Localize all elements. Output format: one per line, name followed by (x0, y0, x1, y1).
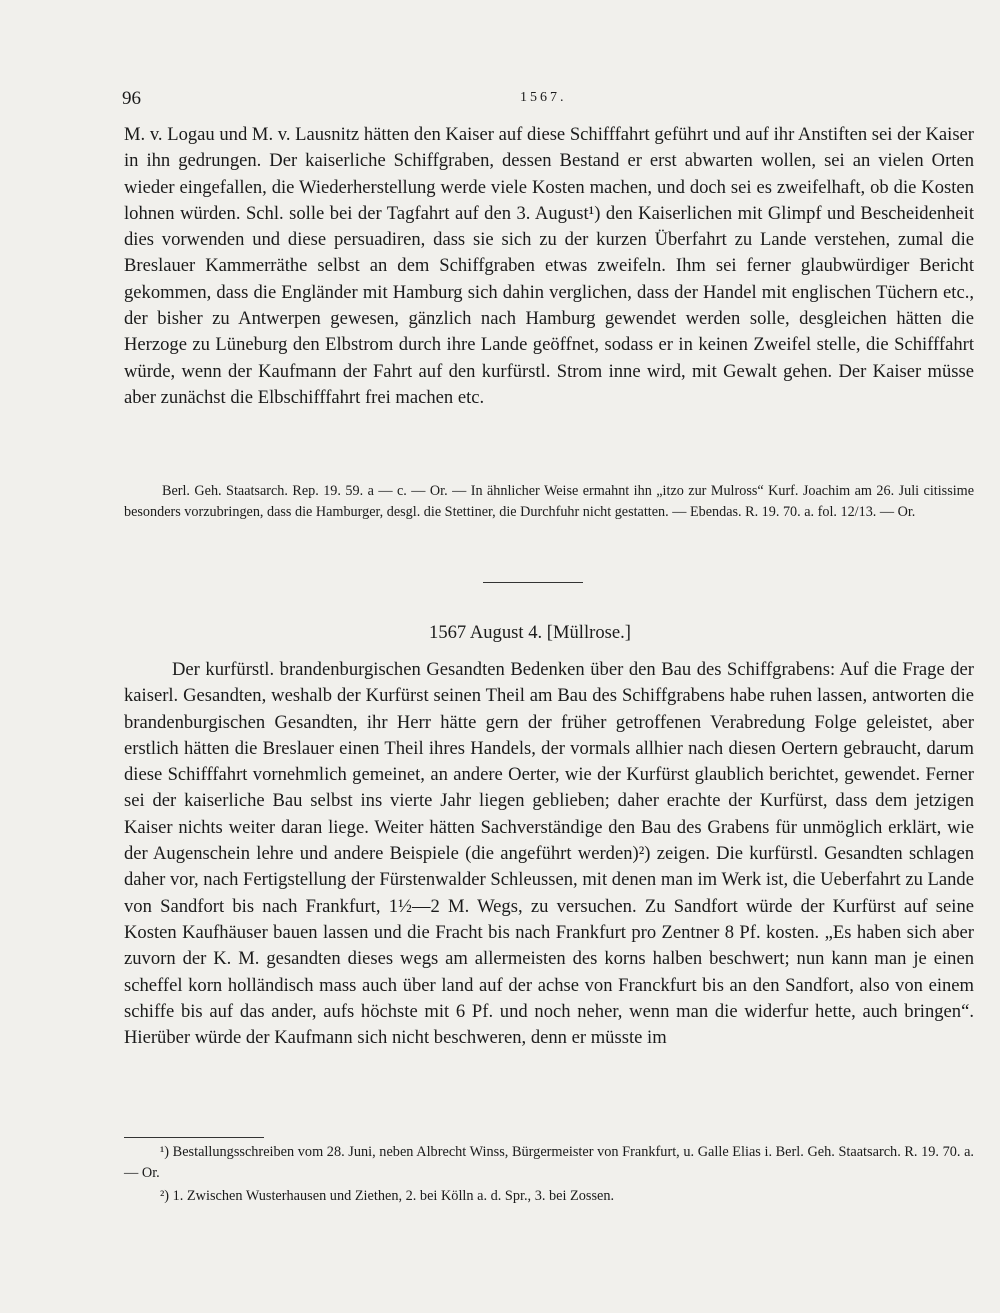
footnotes (124, 1142, 974, 1210)
footnote-1: ¹) Bestallungsschreiben vom 28. Juni, neben Albrecht Winss, Bürgermeister von Frankfurt, u. Galle Elias i. Berl. Geh. Staatsarch. R. 19. 70. a. — Or. (124, 1144, 974, 1181)
page-number: 96 (122, 88, 141, 109)
paragraph-continued: M. v. Logau und M. v. Lausnitz hätten den Kaiser auf diese Schifffahrt geführt und auf ihr Anstiften sei der Kaiser in ihn gedrungen. Der kaiserliche Schiffgraben, dessen Bestand er erst abwarten wollen, sei an vielen Orten wieder eingefallen, die Wiederherstellung werde viele Kosten machen, und doch sei es zweifelhaft, ob die Kosten lohnen würden. Schl. solle bei der Tagfahrt auf den 3. August¹) den Kaiserlichen mit Glimpf und Bescheidenheit dies vorwenden und diese persuadiren, dass sie sich zu der kurzen Überfahrt zu Lande verstehen, zumal die Breslauer Kammerräthe selbst an dem Schiffgraben etwas zweifeln. Ihm sei ferner glaubwürdiger Bericht gekommen, dass die Engländer mit Hamburg sich dahin verglichen, dass der Handel mit englischen Tüchern etc., der bisher zu Antwerpen gewesen, gänzlich nach Hamburg gewendet werden solle, desgleichen hätten die Herzoge zu Lüneburg den Elbstrom durch ihre Lande geöffnet, sodass er in keinen Zweifel stelle, die Schifffahrt würde, wenn der Kaufmann der Fahrt auf den kurfürstl. Strom inne wird, mit Gewalt gehen. Der Kaiser müsse aber zunächst die Elbschifffahrt frei machen etc. (124, 124, 974, 408)
footnote-2: ²) 1. Zwischen Wusterhausen und Ziethen, 2. bei Kölln a. d. Spr., 3. bei Zossen. (160, 1188, 615, 1204)
section-divider (483, 582, 583, 583)
page-header (122, 88, 970, 112)
footnote-rule (124, 1137, 264, 1138)
running-header-year: 1567. (520, 90, 567, 105)
entry-heading: 1567 August 4. [Müllrose.] (429, 622, 631, 643)
entry-paragraph: Der kurfürstl. brandenburgischen Gesandten Bedenken über den Bau des Schiffgrabens: Auf die Frage der kaiserl. Gesandten, weshalb der Kurfürst seinen Theil am Bau des Schiffgrabens habe ruhen lassen, antworten die brandenburgischen Gesandten, ihr Herr hätte gern der früher getroffenen Verabredung Folge geleistet, aber erstlich hätten die Breslauer einen Theil ihres Handels, der vormals allhier nach diesen Oertern gebraucht, darum diese Schifffahrt vornehmlich gemeinet, an andere Oerter, wie der Kurfürst glaublich berichtet, gewendet. Ferner sei der kaiserliche Bau selbst ins vierte Jahr liegen geblieben; daher erachte der Kurfürst, dass dem jetzigen Kaiser nichts weiter daran liege. Weiter hätten Sachverständige den Bau des Grabens für unmöglich erklärt, wie der Augenschein lehre und andere Beispiele (die angeführt werden)²) zeigen. Die kurfürstl. Gesandten schlagen daher vor, nach Fertigstellung der Fürstenwalder Schleussen, mit denen man im Werk ist, die Ueberfahrt zu Lande von Sandfort bis nach Frankfurt, 1½—2 M. Wegs, zu versuchen. Zu Sandfort würde der Kurfürst auf seine Kosten Kaufhäuser bauen lassen und die Fracht bis nach Frankfurt pro Zentner 8 Pf. kosten. „Es haben sich aber zuvorn der K. M. gesandten dieses wegs am allermeisten des korns halben beschwert; nun kann man je einen scheffel korn holländisch mass auch über land auf der achse von Franckfurt bis an den Sandfort, also von einem schiffe bis auf das ander, aufs höchste mit 6 Pf. und noch neher, wenn man die widerfur hette, auch bringen“. Hierüber würde der Kaufmann sich nicht beschweren, denn er müsste im (124, 659, 974, 1049)
archival-source-note: Berl. Geh. Staatsarch. Rep. 19. 59. a — c. — Or. — In ähnlicher Weise ermahnt ihn „itzo zur Mulross“ Kurf. Joachim am 26. Juli citissime besonders vorzubringen, dass die Hamburger, desgl. die Stettiner, die Durchfuhr nicht gestatten. — Ebendas. R. 19. 70. a. fol. 12/13. — Or. (124, 483, 974, 520)
